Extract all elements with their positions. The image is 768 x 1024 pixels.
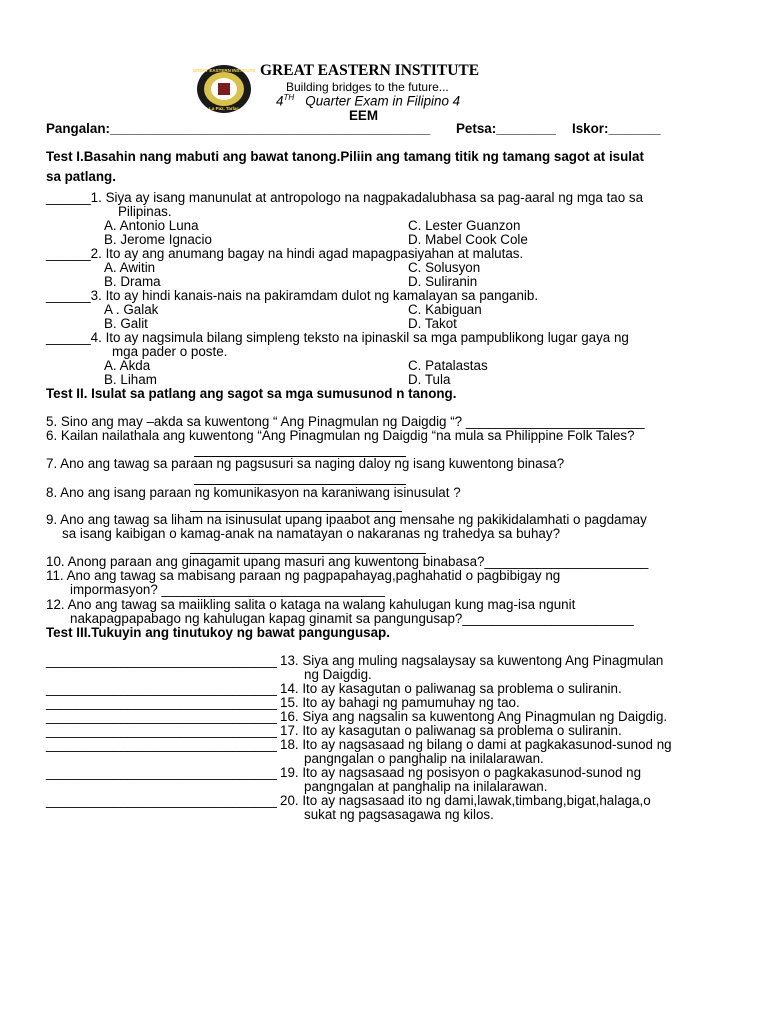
q3-choice-a: A . Galak	[104, 302, 159, 317]
quarter-superscript: TH	[283, 93, 295, 102]
score-field[interactable]: Iskor:_______	[572, 121, 661, 136]
test3-blank[interactable]: _______________________________	[46, 723, 277, 738]
question-1-cont: Pilipinas.	[118, 204, 172, 219]
q4-choice-a: A. Akda	[104, 358, 151, 373]
question-8: 8. Ano ang isang paraan ng komunikasyon na karaniwang isinusulat ?	[46, 485, 461, 500]
question-18-cont: pangngalan o panghalip na inilalarawan.	[304, 751, 544, 766]
question-9-cont: sa isang kaibigan o kamag-anak na namatayan o nakaranas ng trahedya sa buhay?	[62, 526, 561, 541]
school-tagline: Building bridges to the future...	[286, 80, 449, 94]
test3-blank[interactable]: _______________________________	[46, 793, 277, 808]
question-5: 5. Sino ang may –akda sa kuwentong “ Ang Pinagmulan ng Daigdig “? ________________________	[46, 414, 645, 429]
question-6: 6. Kailan nailathala ang kuwentong “Ang Pinagmulan ng Daigdig “na mula sa Philippine Folk Tales?	[46, 428, 635, 443]
q1-choice-b: B. Jerome Ignacio	[104, 232, 212, 247]
test3-blank[interactable]: _______________________________	[46, 737, 277, 752]
question-3: ______3. Ito ay hindi kanais-nais na pakiramdam dulot ng kamalayan sa panganib.	[46, 288, 539, 303]
q1-choice-d: D. Mabel Cook Cole	[408, 232, 528, 247]
question-11-cont: impormasyon? ______________________________	[70, 582, 385, 597]
q3-choice-c: C. Kabiguan	[408, 302, 482, 317]
q2-choice-b: B. Drama	[104, 274, 161, 289]
logo-top-text: GREAT EASTERN INSTITUTE	[192, 68, 256, 73]
test3-blank[interactable]: _______________________________	[46, 695, 277, 710]
q1-choice-c: C. Lester Guanzon	[408, 218, 521, 233]
question-2: ______2. Ito ay ang anumang bagay na hindi agad mapagpasiyahan at malutas.	[46, 246, 524, 261]
test3-blank[interactable]: _______________________________	[46, 709, 277, 724]
q4-choice-c: C. Patalastas	[408, 358, 488, 373]
question-19: 19. Ito ay nagsasaad ng posisyon o pagkakasunod-sunod ng	[280, 765, 642, 780]
test1-instruction-cont: sa patlang.	[46, 169, 116, 184]
question-4: ______4. Ito ay nagsimula bilang simpleng teksto na ipinaskil sa mga pampublikong lugar gaya ng	[46, 330, 629, 345]
test3-blank[interactable]: _______________________________	[46, 681, 277, 696]
q2-choice-d: D. Suliranin	[408, 274, 478, 289]
question-20-cont: sukat ng pagsasagawa ng kilos.	[304, 807, 494, 822]
test3-blank[interactable]: _______________________________	[46, 765, 277, 780]
test1-instruction: Test I.Basahin nang mabuti ang bawat tanong.Piliin ang tamang titik ng tamang sagot at isulat	[46, 149, 644, 164]
quarter-text: Quarter Exam in Filipino 4	[305, 93, 461, 109]
question-17: 17. Ito ay kasagutan o paliwanag sa problema o suliranin.	[280, 723, 622, 738]
question-11: 11. Ano ang tawag sa mabisang paraan ng pagpapahayag,paghahatid o pagbibigay ng	[46, 568, 561, 583]
school-name: GREAT EASTERN INSTITUTE	[260, 62, 480, 79]
question-18: 18. Ito ay nagsasaad ng bilang o dami at pagkakasunod-sunod ng	[280, 737, 672, 752]
question-10: 10. Anong paraan ang ginagamit upang masuri ang kuwentong binabasa?______________________	[46, 554, 649, 569]
question-15: 15. Ito ay bahagi ng pamumuhay ng tao.	[280, 695, 520, 710]
quarter-number: 4	[276, 93, 284, 109]
exam-title	[276, 93, 460, 108]
question-13-cont: ng Daigdig.	[304, 667, 372, 682]
test3-instruction: Test III.Tukuyin ang tinutukoy ng bawat pangungusap.	[46, 625, 390, 640]
question-19-cont: pangngalan at panghalip na inilalarawan.	[304, 779, 548, 794]
q1-choice-a: A. Antonio Luna	[104, 218, 199, 233]
name-field[interactable]: Pangalan:___________________________________________	[46, 121, 431, 136]
school-logo	[192, 64, 256, 114]
exam-code: EEM	[349, 108, 379, 123]
question-13: 13. Siya ang muling nagsalaysay sa kuwentong Ang Pinagmulan	[280, 653, 664, 668]
test3-blank[interactable]: _______________________________	[46, 653, 277, 668]
question-20: 20. Ito ay nagsasaad ito ng dami,lawak,timbang,bigat,halaga,o	[280, 793, 651, 808]
question-9: 9. Ano ang tawag sa liham na isinusulat upang ipaabot ang mensahe ng pakikidalamhati o pagdamay	[46, 512, 647, 527]
q3-choice-d: D. Takot	[408, 316, 457, 331]
test2-instruction: Test II. Isulat sa patlang ang sagot sa mga sumusunod n tanong.	[46, 386, 457, 401]
question-14: 14. Ito ay kasagutan o paliwanag sa problema o suliranin.	[280, 681, 622, 696]
question-4-cont: mga pader o poste.	[112, 344, 228, 359]
question-1: ______1. Siya ay isang manunulat at antropologo na nagpakadalubhasa sa pag-aaral ng mga tao sa	[46, 190, 644, 205]
q4-choice-b: B. Liham	[104, 372, 157, 387]
q2-choice-a: A. Awitin	[104, 260, 156, 275]
q3-choice-b: B. Galit	[104, 316, 148, 331]
q4-choice-d: D. Tula	[408, 372, 451, 387]
question-7: 7. Ano ang tawag sa paraan ng pagsusuri sa naging daloy ng isang kuwentong binasa?	[46, 456, 565, 471]
logo-bottom-text: La Paz, Tarlac	[209, 106, 239, 111]
q2-choice-c: C. Solusyon	[408, 260, 481, 275]
question-12: 12. Ano ang tawag sa maiikling salita o kataga na walang kahulugan kung mag-isa ngunit	[46, 597, 576, 612]
question-16: 16. Siya ang nagsalin sa kuwentong Ang Pinagmulan ng Daigdig.	[280, 709, 668, 724]
date-field[interactable]: Petsa:________	[456, 121, 556, 136]
question-12-cont: nakapagpapabago ng kahulugan kapag ginamit sa pangungusap?_______________________	[70, 611, 634, 626]
